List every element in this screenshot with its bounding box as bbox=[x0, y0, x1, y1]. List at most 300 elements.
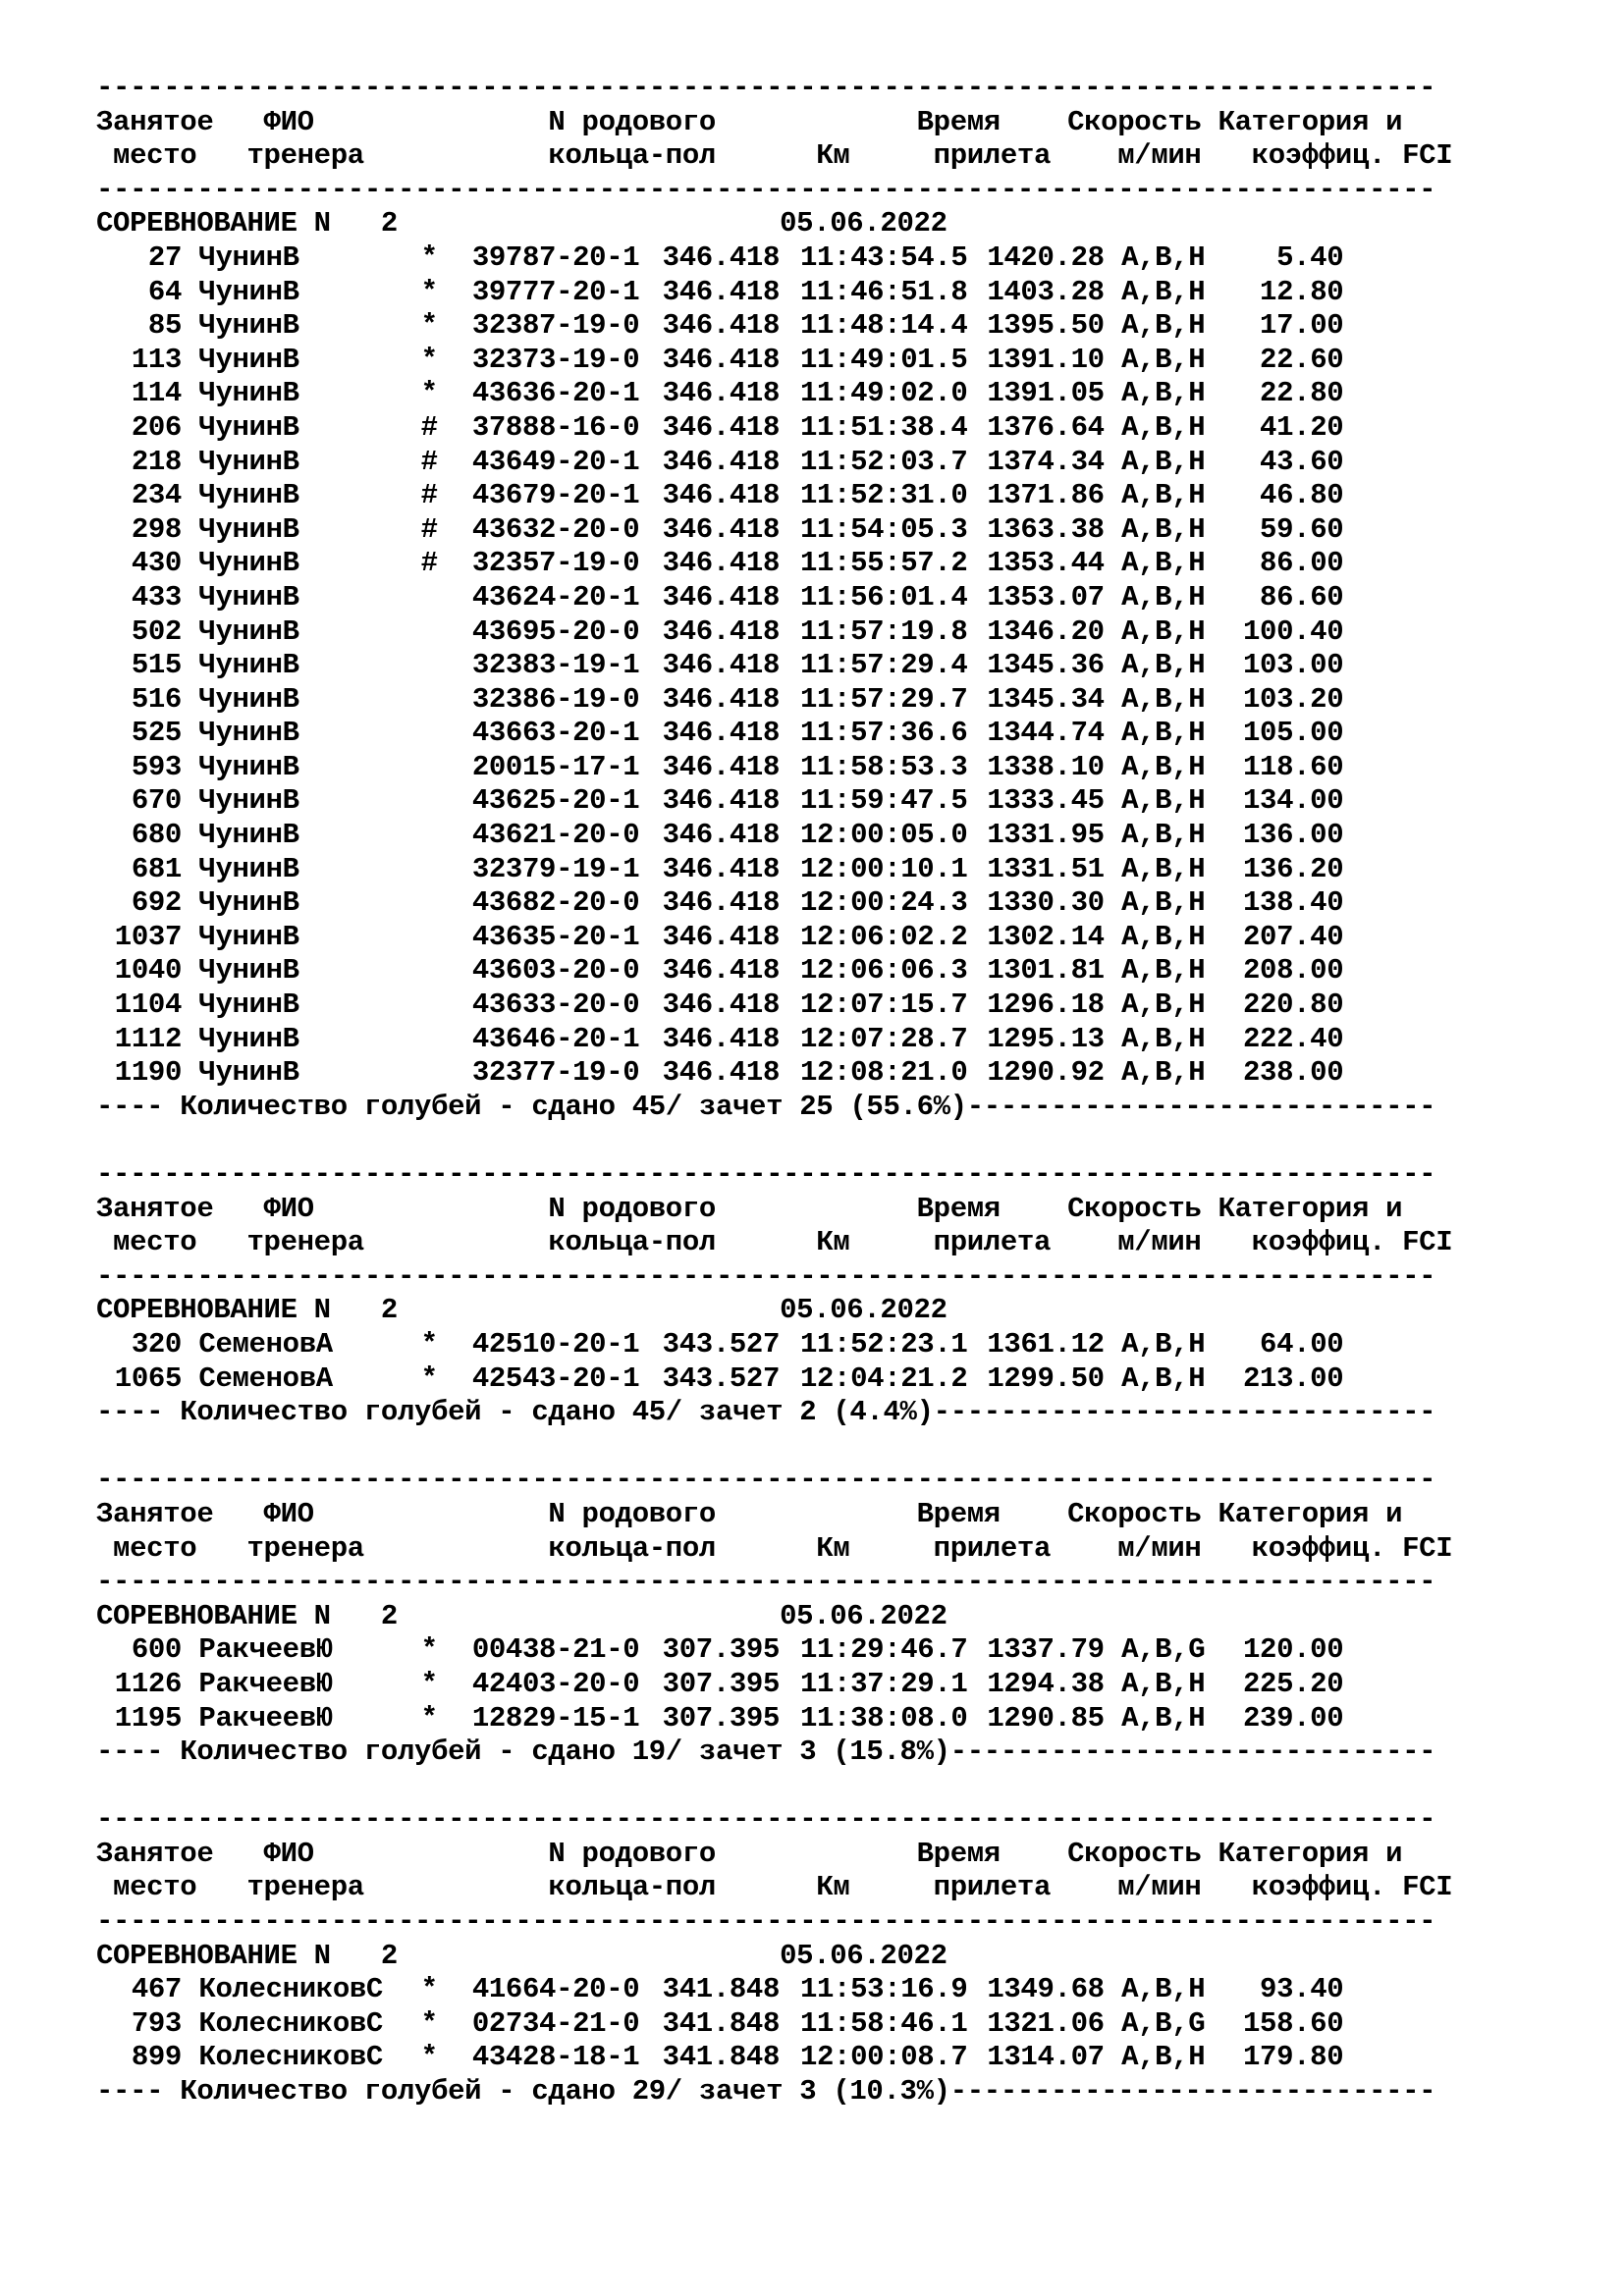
cell-cat: A,B,H bbox=[1121, 1022, 1206, 1055]
table-row bbox=[96, 853, 1452, 887]
cell-place: 467 bbox=[131, 1973, 182, 2006]
cell-km: 346.418 bbox=[662, 1056, 781, 1090]
cell-speed: 1299.50 bbox=[987, 1362, 1105, 1395]
cell-mark: # bbox=[420, 512, 438, 546]
cell-name: КолесниковС bbox=[198, 2006, 383, 2040]
cell-coef: 134.00 bbox=[1242, 784, 1344, 818]
cell-ring: 42510-20-1 bbox=[471, 1327, 640, 1361]
cell-ring: 32377-19-0 bbox=[471, 1056, 640, 1090]
competition-title-line bbox=[96, 1600, 1452, 1634]
cell-coef: 17.00 bbox=[1260, 309, 1344, 343]
section-summary-footer: ---- Количество голубей - сдано 45/ зачет 2 (4.4%)------------------------------ bbox=[96, 1396, 1436, 1429]
cell-place: 1037 bbox=[114, 920, 182, 953]
cell-km: 343.527 bbox=[662, 1362, 781, 1395]
cell-time: 11:52:23.1 bbox=[799, 1327, 968, 1361]
cell-mark: * bbox=[420, 309, 438, 343]
cell-km: 346.418 bbox=[662, 343, 781, 376]
cell-ring: 43682-20-0 bbox=[471, 886, 640, 920]
result-section bbox=[96, 72, 1452, 1158]
cell-place: 593 bbox=[131, 750, 182, 783]
cell-speed: 1420.28 bbox=[987, 240, 1105, 274]
cell-time: 12:00:05.0 bbox=[799, 819, 968, 852]
cell-place: 1195 bbox=[114, 1701, 182, 1735]
table-row bbox=[96, 1973, 1452, 2007]
cell-time: 11:46:51.8 bbox=[799, 275, 968, 308]
cell-place: 515 bbox=[131, 649, 182, 682]
cell-km: 341.848 bbox=[662, 2006, 781, 2040]
cell-time: 11:49:02.0 bbox=[799, 377, 968, 410]
cell-coef: 86.00 bbox=[1260, 547, 1344, 580]
cell-name: ЧунинВ bbox=[198, 750, 299, 783]
cell-ring: 42403-20-0 bbox=[471, 1667, 640, 1700]
cell-km: 307.395 bbox=[662, 1701, 781, 1735]
cell-name: КолесниковС bbox=[198, 1973, 383, 2006]
separator-line: -------------------------------------------------------------------------------- bbox=[96, 1158, 1436, 1191]
cell-ring: 43635-20-1 bbox=[471, 920, 640, 953]
table-row bbox=[96, 2007, 1452, 2042]
table-row bbox=[96, 411, 1452, 446]
cell-coef: 136.20 bbox=[1242, 852, 1344, 885]
section-summary-footer: ---- Количество голубей - сдано 19/ зачет 3 (15.8%)----------------------------- bbox=[96, 1735, 1436, 1769]
cell-coef: 158.60 bbox=[1242, 2006, 1344, 2040]
cell-cat: A,B,H bbox=[1121, 512, 1206, 546]
cell-name: РакчеевЮ bbox=[198, 1667, 333, 1700]
table-row bbox=[96, 1023, 1452, 1057]
cell-coef: 136.00 bbox=[1242, 819, 1344, 852]
cell-time: 11:57:29.7 bbox=[799, 682, 968, 716]
cell-coef: 213.00 bbox=[1242, 1362, 1344, 1395]
cell-ring: 39777-20-1 bbox=[471, 275, 640, 308]
cell-km: 346.418 bbox=[662, 750, 781, 783]
cell-coef: 120.00 bbox=[1242, 1633, 1344, 1667]
cell-time: 11:52:03.7 bbox=[799, 445, 968, 478]
cell-time: 11:43:54.5 bbox=[799, 240, 968, 274]
cell-km: 346.418 bbox=[662, 275, 781, 308]
cell-speed: 1290.85 bbox=[987, 1701, 1105, 1735]
cell-cat: A,B,H bbox=[1121, 886, 1206, 920]
cell-ring: 12829-15-1 bbox=[471, 1701, 640, 1735]
cell-cat: A,B,H bbox=[1121, 1362, 1206, 1395]
cell-ring: 43679-20-1 bbox=[471, 479, 640, 512]
cell-place: 234 bbox=[131, 479, 182, 512]
cell-place: 525 bbox=[131, 717, 182, 750]
blank-gap bbox=[96, 1770, 1452, 1804]
cell-time: 11:52:31.0 bbox=[799, 479, 968, 512]
table-row bbox=[96, 1702, 1452, 1736]
competition-number: СОРЕВНОВАНИЕ N 2 bbox=[96, 1939, 398, 1972]
cell-ring: 43636-20-1 bbox=[471, 377, 640, 410]
competition-title-line bbox=[96, 1294, 1452, 1328]
cell-name: ЧунинВ bbox=[198, 275, 299, 308]
cell-speed: 1314.07 bbox=[987, 2041, 1105, 2074]
cell-time: 12:07:15.7 bbox=[799, 988, 968, 1022]
cell-mark: * bbox=[420, 240, 438, 274]
table-row bbox=[96, 988, 1452, 1023]
section-summary-footer: ---- Количество голубей - сдано 29/ зачет 3 (10.3%)----------------------------- bbox=[96, 2075, 1436, 2109]
cell-speed: 1330.30 bbox=[987, 886, 1105, 920]
blank-gap bbox=[96, 1430, 1452, 1465]
cell-place: 298 bbox=[131, 512, 182, 546]
table-row bbox=[96, 921, 1452, 955]
cell-place: 430 bbox=[131, 547, 182, 580]
column-header-line-2: место тренера кольца-пол Км прилета м/мин коэффиц. FCI bbox=[96, 1226, 1453, 1259]
cell-cat: A,B,G bbox=[1121, 1633, 1206, 1667]
cell-km: 346.418 bbox=[662, 1022, 781, 1055]
cell-speed: 1391.10 bbox=[987, 343, 1105, 376]
cell-coef: 105.00 bbox=[1242, 717, 1344, 750]
table-row bbox=[96, 1362, 1452, 1397]
cell-place: 681 bbox=[131, 852, 182, 885]
table-row bbox=[96, 377, 1452, 411]
separator-line: -------------------------------------------------------------------------------- bbox=[96, 1464, 1436, 1497]
cell-mark: * bbox=[420, 1633, 438, 1667]
table-row bbox=[96, 479, 1452, 513]
cell-ring: 43428-18-1 bbox=[471, 2041, 640, 2074]
table-row bbox=[96, 581, 1452, 615]
cell-ring: 43625-20-1 bbox=[471, 784, 640, 818]
cell-place: 218 bbox=[131, 445, 182, 478]
cell-mark: # bbox=[420, 410, 438, 444]
cell-coef: 22.60 bbox=[1260, 343, 1344, 376]
cell-place: 1112 bbox=[114, 1022, 182, 1055]
cell-coef: 225.20 bbox=[1242, 1667, 1344, 1700]
cell-cat: A,B,H bbox=[1121, 240, 1206, 274]
cell-speed: 1353.07 bbox=[987, 580, 1105, 614]
cell-place: 64 bbox=[147, 275, 182, 308]
cell-time: 12:00:24.3 bbox=[799, 886, 968, 920]
cell-km: 346.418 bbox=[662, 649, 781, 682]
cell-place: 1126 bbox=[114, 1667, 182, 1700]
cell-speed: 1376.64 bbox=[987, 410, 1105, 444]
cell-cat: A,B,H bbox=[1121, 479, 1206, 512]
cell-speed: 1353.44 bbox=[987, 547, 1105, 580]
cell-cat: A,B,H bbox=[1121, 852, 1206, 885]
cell-coef: 5.40 bbox=[1276, 240, 1344, 274]
cell-speed: 1290.92 bbox=[987, 1056, 1105, 1090]
cell-km: 346.418 bbox=[662, 445, 781, 478]
competition-date: 05.06.2022 bbox=[780, 1599, 947, 1632]
cell-time: 11:37:29.1 bbox=[799, 1667, 968, 1700]
blank-gap bbox=[96, 1124, 1452, 1158]
competition-date: 05.06.2022 bbox=[780, 207, 947, 240]
cell-km: 346.418 bbox=[662, 988, 781, 1022]
cell-place: 1190 bbox=[114, 1056, 182, 1090]
cell-cat: A,B,H bbox=[1121, 1973, 1206, 2006]
separator-line: -------------------------------------------------------------------------------- bbox=[96, 72, 1436, 104]
cell-speed: 1338.10 bbox=[987, 750, 1105, 783]
cell-cat: A,B,G bbox=[1121, 2006, 1206, 2040]
cell-name: ЧунинВ bbox=[198, 547, 299, 580]
cell-name: ЧунинВ bbox=[198, 1022, 299, 1055]
cell-coef: 239.00 bbox=[1242, 1701, 1344, 1735]
cell-name: ЧунинВ bbox=[198, 819, 299, 852]
cell-name: ЧунинВ bbox=[198, 649, 299, 682]
cell-cat: A,B,H bbox=[1121, 1056, 1206, 1090]
cell-coef: 118.60 bbox=[1242, 750, 1344, 783]
cell-ring: 43663-20-1 bbox=[471, 717, 640, 750]
cell-km: 307.395 bbox=[662, 1667, 781, 1700]
cell-ring: 43633-20-0 bbox=[471, 988, 640, 1022]
competition-date: 05.06.2022 bbox=[780, 1939, 947, 1972]
cell-km: 346.418 bbox=[662, 580, 781, 614]
table-row bbox=[96, 2041, 1452, 2075]
cell-speed: 1295.13 bbox=[987, 1022, 1105, 1055]
cell-name: ЧунинВ bbox=[198, 580, 299, 614]
cell-name: ЧунинВ bbox=[198, 377, 299, 410]
table-row bbox=[96, 819, 1452, 853]
table-row bbox=[96, 717, 1452, 751]
cell-km: 346.418 bbox=[662, 954, 781, 988]
cell-speed: 1337.79 bbox=[987, 1633, 1105, 1667]
cell-mark: * bbox=[420, 275, 438, 308]
cell-mark: * bbox=[420, 1667, 438, 1700]
cell-mark: * bbox=[420, 2006, 438, 2040]
table-row bbox=[96, 344, 1452, 378]
cell-mark: # bbox=[420, 547, 438, 580]
cell-cat: A,B,H bbox=[1121, 1667, 1206, 1700]
cell-cat: A,B,H bbox=[1121, 410, 1206, 444]
race-results-report bbox=[96, 72, 1452, 2109]
cell-place: 206 bbox=[131, 410, 182, 444]
cell-time: 12:08:21.0 bbox=[799, 1056, 968, 1090]
table-row bbox=[96, 886, 1452, 921]
separator-line: -------------------------------------------------------------------------------- bbox=[96, 1259, 1436, 1293]
cell-mark: * bbox=[420, 1973, 438, 2006]
cell-coef: 138.40 bbox=[1242, 886, 1344, 920]
cell-km: 346.418 bbox=[662, 852, 781, 885]
cell-cat: A,B,H bbox=[1121, 717, 1206, 750]
table-row bbox=[96, 1328, 1452, 1362]
column-header-line-1: Занятое ФИО N родового Время Скорость Категория и bbox=[96, 1497, 1403, 1530]
cell-cat: A,B,H bbox=[1121, 649, 1206, 682]
cell-ring: 32373-19-0 bbox=[471, 343, 640, 376]
table-row bbox=[96, 309, 1452, 344]
cell-coef: 208.00 bbox=[1242, 954, 1344, 988]
cell-speed: 1374.34 bbox=[987, 445, 1105, 478]
cell-mark: * bbox=[420, 1362, 438, 1395]
cell-coef: 59.60 bbox=[1260, 512, 1344, 546]
cell-cat: A,B,H bbox=[1121, 445, 1206, 478]
cell-name: СеменовА bbox=[198, 1362, 333, 1395]
table-row bbox=[96, 751, 1452, 785]
competition-date: 05.06.2022 bbox=[780, 1294, 947, 1327]
cell-time: 11:59:47.5 bbox=[799, 784, 968, 818]
cell-mark: * bbox=[420, 2041, 438, 2074]
cell-time: 11:57:19.8 bbox=[799, 614, 968, 648]
cell-time: 11:57:29.4 bbox=[799, 649, 968, 682]
column-header-line-2: место тренера кольца-пол Км прилета м/мин коэффиц. FCI bbox=[96, 1531, 1453, 1565]
cell-coef: 43.60 bbox=[1260, 445, 1344, 478]
cell-coef: 103.00 bbox=[1242, 649, 1344, 682]
cell-name: ЧунинВ bbox=[198, 309, 299, 343]
cell-km: 346.418 bbox=[662, 886, 781, 920]
separator-line: -------------------------------------------------------------------------------- bbox=[96, 1566, 1436, 1599]
cell-name: РакчеевЮ bbox=[198, 1633, 333, 1667]
cell-km: 341.848 bbox=[662, 2041, 781, 2074]
cell-time: 11:53:16.9 bbox=[799, 1973, 968, 2006]
cell-name: ЧунинВ bbox=[198, 717, 299, 750]
column-header-line-1: Занятое ФИО N родового Время Скорость Категория и bbox=[96, 1837, 1403, 1870]
cell-ring: 41664-20-0 bbox=[471, 1973, 640, 2006]
cell-time: 11:56:01.4 bbox=[799, 580, 968, 614]
table-row bbox=[96, 446, 1452, 480]
cell-name: ЧунинВ bbox=[198, 920, 299, 953]
cell-place: 692 bbox=[131, 886, 182, 920]
cell-speed: 1344.74 bbox=[987, 717, 1105, 750]
cell-name: ЧунинВ bbox=[198, 479, 299, 512]
cell-place: 320 bbox=[131, 1327, 182, 1361]
separator-line: -------------------------------------------------------------------------------- bbox=[96, 1905, 1436, 1939]
cell-time: 12:06:02.2 bbox=[799, 920, 968, 953]
cell-ring: 32386-19-0 bbox=[471, 682, 640, 716]
cell-ring: 00438-21-0 bbox=[471, 1633, 640, 1667]
separator-line: -------------------------------------------------------------------------------- bbox=[96, 1803, 1436, 1837]
cell-name: СеменовА bbox=[198, 1327, 333, 1361]
cell-place: 1065 bbox=[114, 1362, 182, 1395]
table-row bbox=[96, 1056, 1452, 1091]
cell-coef: 100.40 bbox=[1242, 614, 1344, 648]
cell-speed: 1349.68 bbox=[987, 1973, 1105, 2006]
table-row bbox=[96, 241, 1452, 276]
cell-time: 12:07:28.7 bbox=[799, 1022, 968, 1055]
cell-km: 307.395 bbox=[662, 1633, 781, 1667]
table-row bbox=[96, 513, 1452, 548]
cell-time: 11:58:46.1 bbox=[799, 2006, 968, 2040]
cell-coef: 46.80 bbox=[1260, 479, 1344, 512]
cell-speed: 1403.28 bbox=[987, 275, 1105, 308]
cell-km: 346.418 bbox=[662, 309, 781, 343]
cell-ring: 32387-19-0 bbox=[471, 309, 640, 343]
cell-place: 600 bbox=[131, 1633, 182, 1667]
cell-time: 11:49:01.5 bbox=[799, 343, 968, 376]
cell-km: 346.418 bbox=[662, 410, 781, 444]
cell-coef: 103.20 bbox=[1242, 682, 1344, 716]
column-header-line-1: Занятое ФИО N родового Время Скорость Категория и bbox=[96, 105, 1403, 138]
table-row bbox=[96, 547, 1452, 581]
cell-cat: A,B,H bbox=[1121, 784, 1206, 818]
cell-speed: 1345.36 bbox=[987, 649, 1105, 682]
cell-cat: A,B,H bbox=[1121, 1327, 1206, 1361]
table-row bbox=[96, 784, 1452, 819]
cell-ring: 43695-20-0 bbox=[471, 614, 640, 648]
cell-speed: 1333.45 bbox=[987, 784, 1105, 818]
cell-km: 346.418 bbox=[662, 682, 781, 716]
cell-place: 1104 bbox=[114, 988, 182, 1022]
cell-speed: 1371.86 bbox=[987, 479, 1105, 512]
cell-place: 1040 bbox=[114, 954, 182, 988]
cell-coef: 41.20 bbox=[1260, 410, 1344, 444]
cell-time: 11:38:08.0 bbox=[799, 1701, 968, 1735]
cell-ring: 43646-20-1 bbox=[471, 1022, 640, 1055]
table-row bbox=[96, 1633, 1452, 1668]
cell-time: 12:00:08.7 bbox=[799, 2041, 968, 2074]
cell-coef: 207.40 bbox=[1242, 920, 1344, 953]
competition-title-line bbox=[96, 207, 1452, 241]
cell-cat: A,B,H bbox=[1121, 1701, 1206, 1735]
cell-cat: A,B,H bbox=[1121, 682, 1206, 716]
cell-km: 346.418 bbox=[662, 512, 781, 546]
table-row bbox=[96, 1668, 1452, 1702]
cell-time: 12:04:21.2 bbox=[799, 1362, 968, 1395]
cell-mark: * bbox=[420, 1701, 438, 1735]
cell-cat: A,B,H bbox=[1121, 750, 1206, 783]
cell-ring: 32379-19-1 bbox=[471, 852, 640, 885]
cell-cat: A,B,H bbox=[1121, 275, 1206, 308]
competition-number: СОРЕВНОВАНИЕ N 2 bbox=[96, 1599, 398, 1632]
cell-name: ЧунинВ bbox=[198, 512, 299, 546]
cell-place: 516 bbox=[131, 682, 182, 716]
cell-cat: A,B,H bbox=[1121, 920, 1206, 953]
cell-ring: 32357-19-0 bbox=[471, 547, 640, 580]
cell-place: 27 bbox=[147, 240, 182, 274]
cell-coef: 12.80 bbox=[1260, 275, 1344, 308]
cell-km: 346.418 bbox=[662, 479, 781, 512]
cell-km: 346.418 bbox=[662, 547, 781, 580]
column-header-line-2: место тренера кольца-пол Км прилета м/мин коэффиц. FCI bbox=[96, 1871, 1453, 1904]
cell-speed: 1391.05 bbox=[987, 377, 1105, 410]
cell-km: 346.418 bbox=[662, 614, 781, 648]
cell-coef: 93.40 bbox=[1260, 1973, 1344, 2006]
cell-ring: 32383-19-1 bbox=[471, 649, 640, 682]
cell-ring: 02734-21-0 bbox=[471, 2006, 640, 2040]
cell-name: ЧунинВ bbox=[198, 784, 299, 818]
cell-cat: A,B,H bbox=[1121, 2041, 1206, 2074]
cell-cat: A,B,H bbox=[1121, 819, 1206, 852]
cell-name: РакчеевЮ bbox=[198, 1701, 333, 1735]
cell-name: ЧунинВ bbox=[198, 614, 299, 648]
cell-speed: 1331.51 bbox=[987, 852, 1105, 885]
cell-time: 11:55:57.2 bbox=[799, 547, 968, 580]
cell-place: 680 bbox=[131, 819, 182, 852]
cell-time: 11:57:36.6 bbox=[799, 717, 968, 750]
cell-name: ЧунинВ bbox=[198, 240, 299, 274]
cell-mark: * bbox=[420, 1327, 438, 1361]
cell-ring: 39787-20-1 bbox=[471, 240, 640, 274]
cell-name: ЧунинВ bbox=[198, 988, 299, 1022]
cell-speed: 1346.20 bbox=[987, 614, 1105, 648]
cell-ring: 43621-20-0 bbox=[471, 819, 640, 852]
cell-km: 346.418 bbox=[662, 717, 781, 750]
cell-speed: 1363.38 bbox=[987, 512, 1105, 546]
cell-cat: A,B,H bbox=[1121, 988, 1206, 1022]
cell-place: 670 bbox=[131, 784, 182, 818]
separator-line: -------------------------------------------------------------------------------- bbox=[96, 173, 1436, 206]
cell-time: 11:54:05.3 bbox=[799, 512, 968, 546]
column-header-line-2: место тренера кольца-пол Км прилета м/мин коэффиц. FCI bbox=[96, 139, 1453, 173]
cell-place: 113 bbox=[131, 343, 182, 376]
cell-time: 11:58:53.3 bbox=[799, 750, 968, 783]
cell-ring: 43603-20-0 bbox=[471, 954, 640, 988]
cell-cat: A,B,H bbox=[1121, 377, 1206, 410]
table-row bbox=[96, 954, 1452, 988]
cell-ring: 43649-20-1 bbox=[471, 445, 640, 478]
cell-km: 346.418 bbox=[662, 377, 781, 410]
cell-cat: A,B,H bbox=[1121, 343, 1206, 376]
cell-cat: A,B,H bbox=[1121, 614, 1206, 648]
cell-name: ЧунинВ bbox=[198, 886, 299, 920]
table-row bbox=[96, 615, 1452, 650]
cell-name: КолесниковС bbox=[198, 2041, 383, 2074]
cell-speed: 1294.38 bbox=[987, 1667, 1105, 1700]
cell-name: ЧунинВ bbox=[198, 410, 299, 444]
cell-speed: 1321.06 bbox=[987, 2006, 1105, 2040]
cell-ring: 20015-17-1 bbox=[471, 750, 640, 783]
cell-km: 346.418 bbox=[662, 920, 781, 953]
cell-ring: 42543-20-1 bbox=[471, 1362, 640, 1395]
cell-place: 793 bbox=[131, 2006, 182, 2040]
cell-coef: 86.60 bbox=[1260, 580, 1344, 614]
cell-km: 346.418 bbox=[662, 819, 781, 852]
